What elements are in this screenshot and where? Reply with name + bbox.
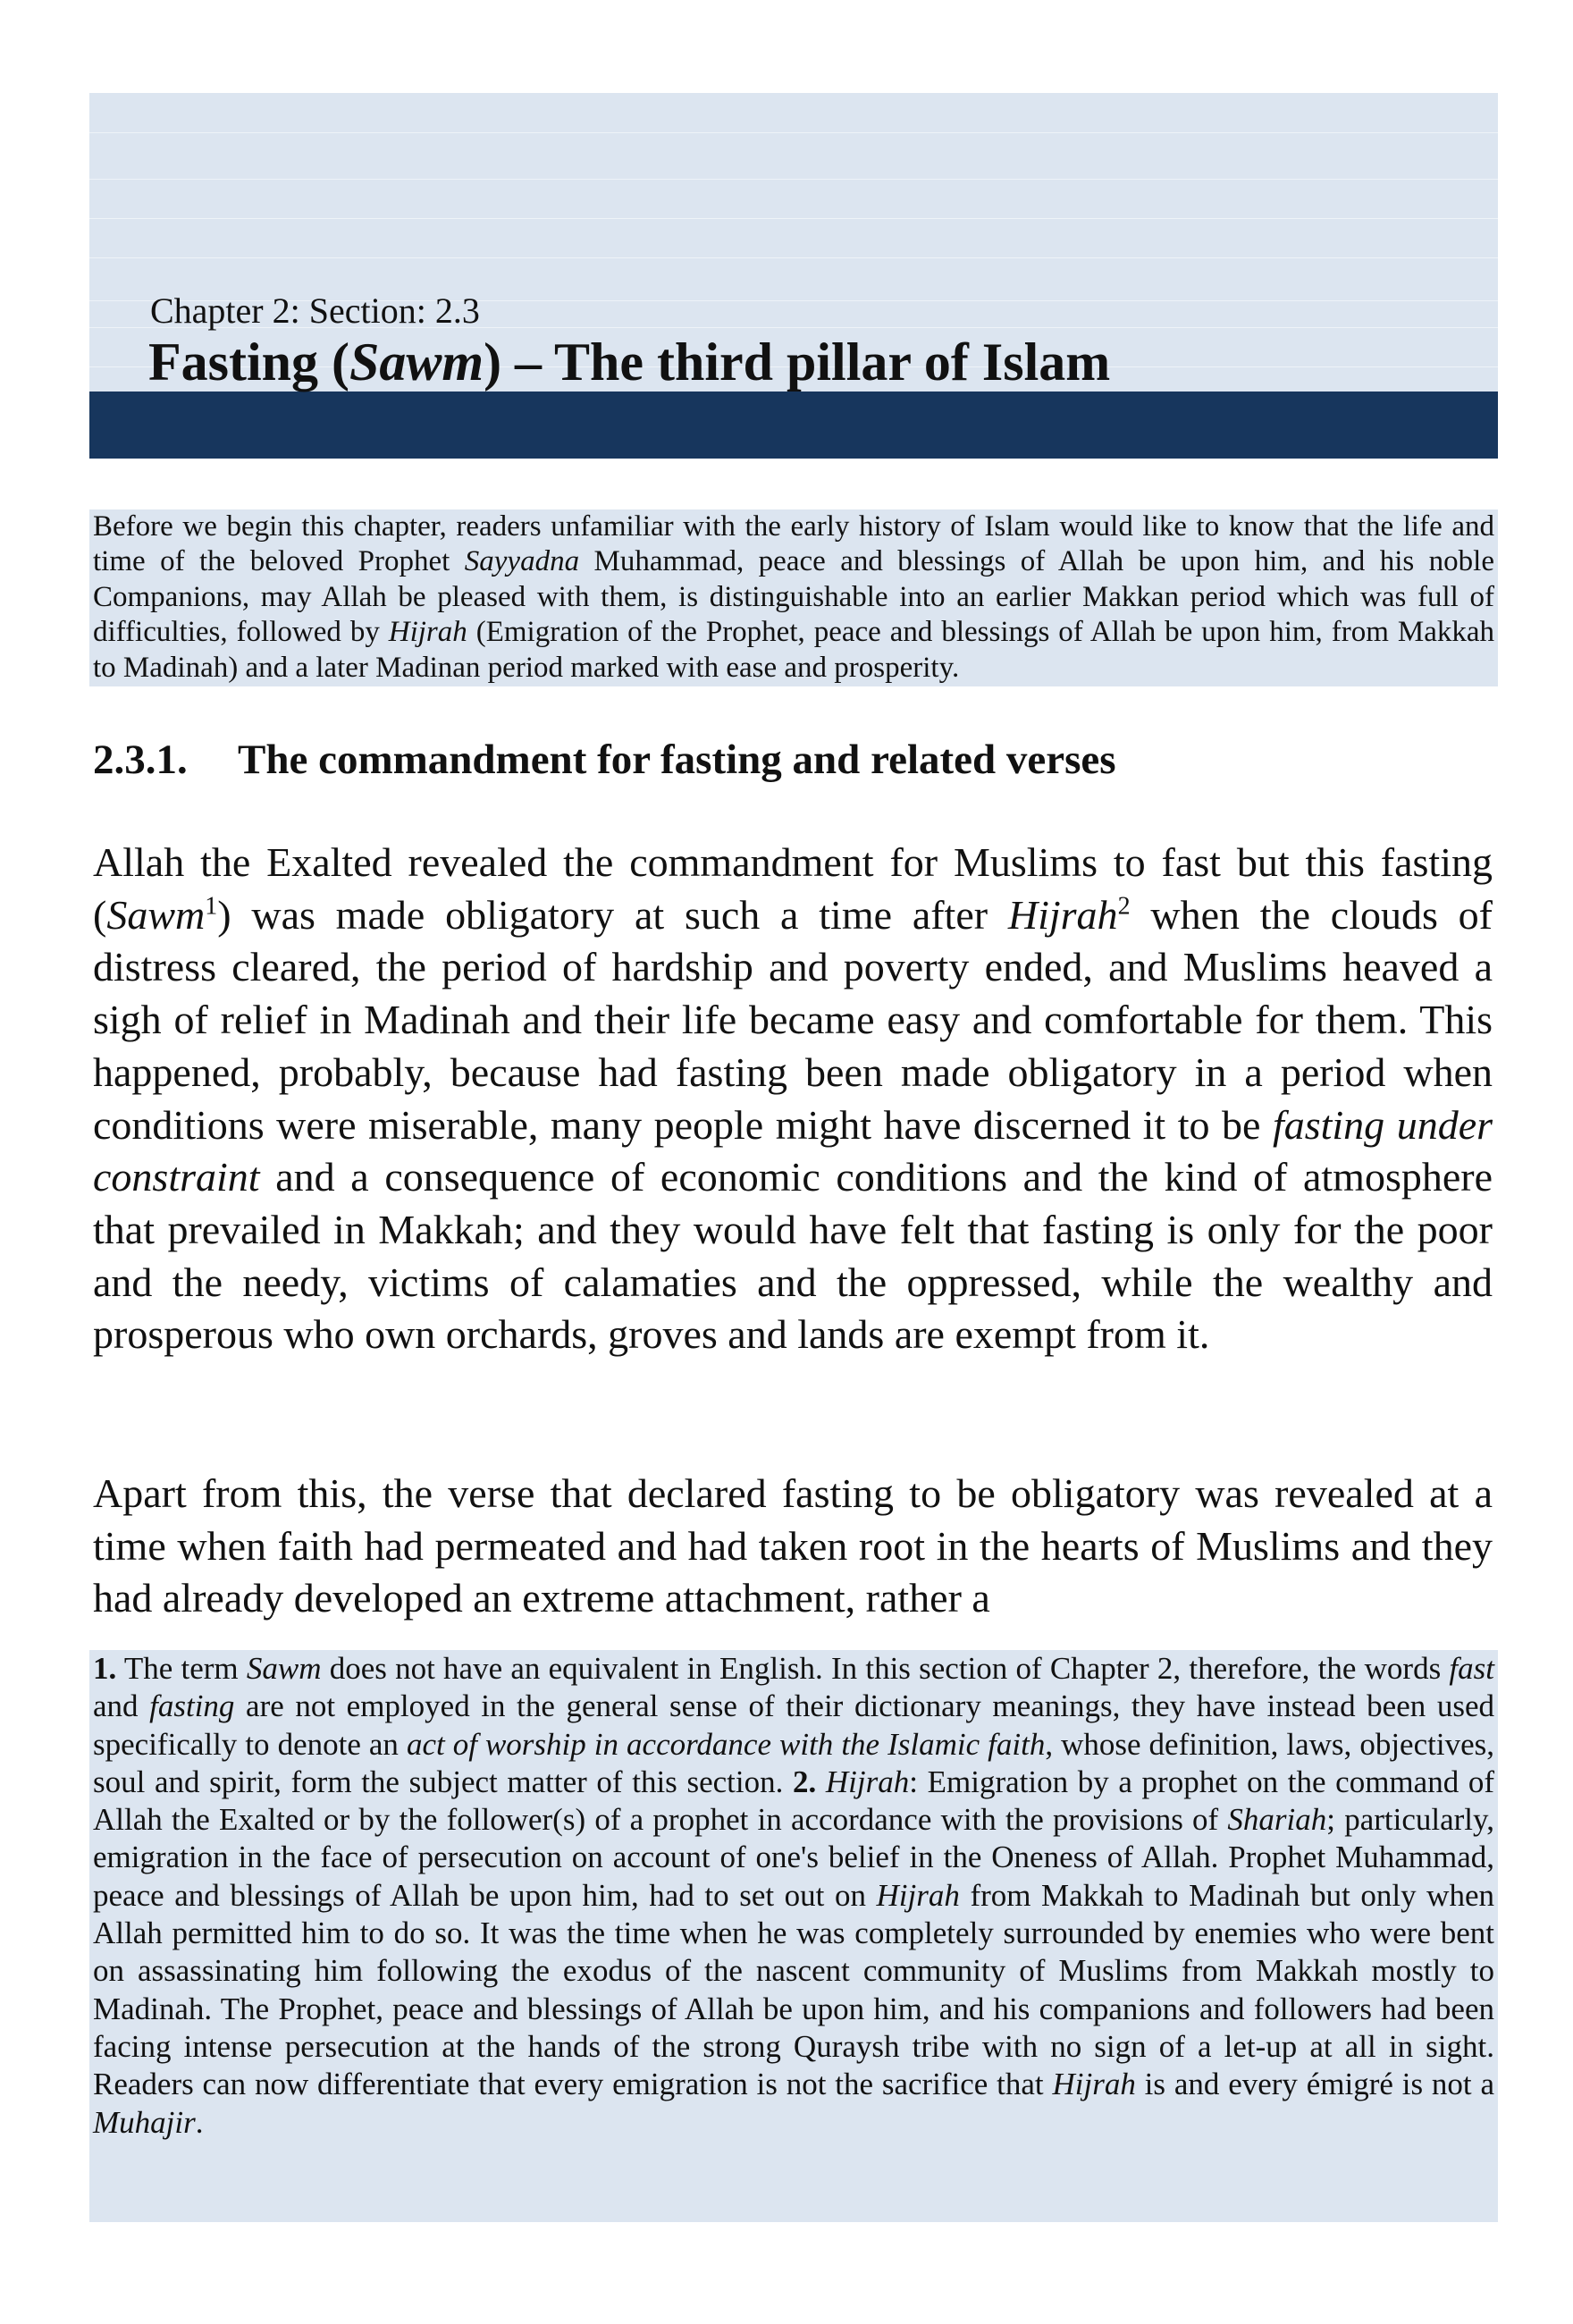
section-heading [93,735,1116,785]
intro-note-box [89,509,1498,686]
section-title: The commandment for fasting and related verses [238,737,1116,783]
chapter-title: Fasting (Sawm) – The third pillar of Islam [148,333,1111,392]
footnotes-box [89,1650,1498,2222]
body-paragraph-1: Allah the Exalted revealed the commandment for Muslims to fast but this fasting (Sawm$^1$) was made obligatory at such a time after Hijrah$^2$ when the clouds of distress cleared, the period of hardship and poverty ended, and Muslims heaved a sigh of relief in Madinah and their life became easy and comfortable for them. This happened, probably, because had fasting been made obligatory in a period when conditions were miserable, many people might have discerned it to be fasting under constraint and a consequence of economic conditions and the kind of atmosphere that prevailed in Makkah; and they would have felt that fasting is only for the poor and the needy, victims of calamaties and the oppressed, while the wealthy and prosperous who own orchards, groves and lands are exempt from it. [93,839,1493,1358]
intro-note-text: Before we begin this chapter, readers unfamiliar with the early history of Islam would like to know that the life and time of the beloved Prophet Sayyadna Muhammad, peace and blessings of Allah be upon him, and his noble Companions, may Allah be pleased with them, is distinguishable into an earlier Makkan period which was full of difficulties, followed by Hijrah (Emigration of the Prophet, peace and blessings of Allah be upon him, from Makkah to Madinah) and a later Madinan period marked with ease and prosperity. [93,510,1494,684]
body-paragraph-2: Apart from this, the verse that declared fasting to be obligatory was revealed at a time when faith had permeated and had taken root in the hearts of Muslims and they had already developed an extreme attachment, rather a [93,1470,1493,1621]
footnote-ref-2: 2 [1117,892,1131,921]
footnotes-text: 1. The term Sawm does not have an equivalent in English. In this section of Chapter 2, therefore, the words fast and fasting are not employed in the general sense of their dictionary meanings, they have instead been used specifically to denote an act of worship in accordance with the Islamic faith, whose definition, laws, objectives, soul and spirit, form the subject matter of this section. 2. Hijrah: Emigration by a prophet on the command of Allah the Exalted or by the follower(s) of a prophet in accordance with the provisions of Shariah; particularly, emigration in the face of persecution on account of one's belief in the Oneness of Allah. Prophet Muhammad, peace and blessings of Allah be upon him, had to set out on Hijrah from Makkah to Madinah but only when Allah permitted him to do so. It was the time when he was completely surrounded by enemies who were bent on assassinating him following the exodus of the nascent community of Muslims from Makkah mostly to Madinah. The Prophet, peace and blessings of Allah be upon him, and his companions and followers had been facing intense persecution at the hands of the strong Quraysh tribe with no sign of a let-up at all in sight. Readers can now differentiate that every emigration is not the sacrifice that Hijrah is and every émigré is not a Muhajir. [93,1651,1494,2140]
section-number: 2.3.1. [93,737,188,783]
footnote-ref-1: 1 [205,892,218,921]
chapter-header-rule [89,392,1498,459]
chapter-section-label: Chapter 2: Section: 2.3 [150,290,480,331]
